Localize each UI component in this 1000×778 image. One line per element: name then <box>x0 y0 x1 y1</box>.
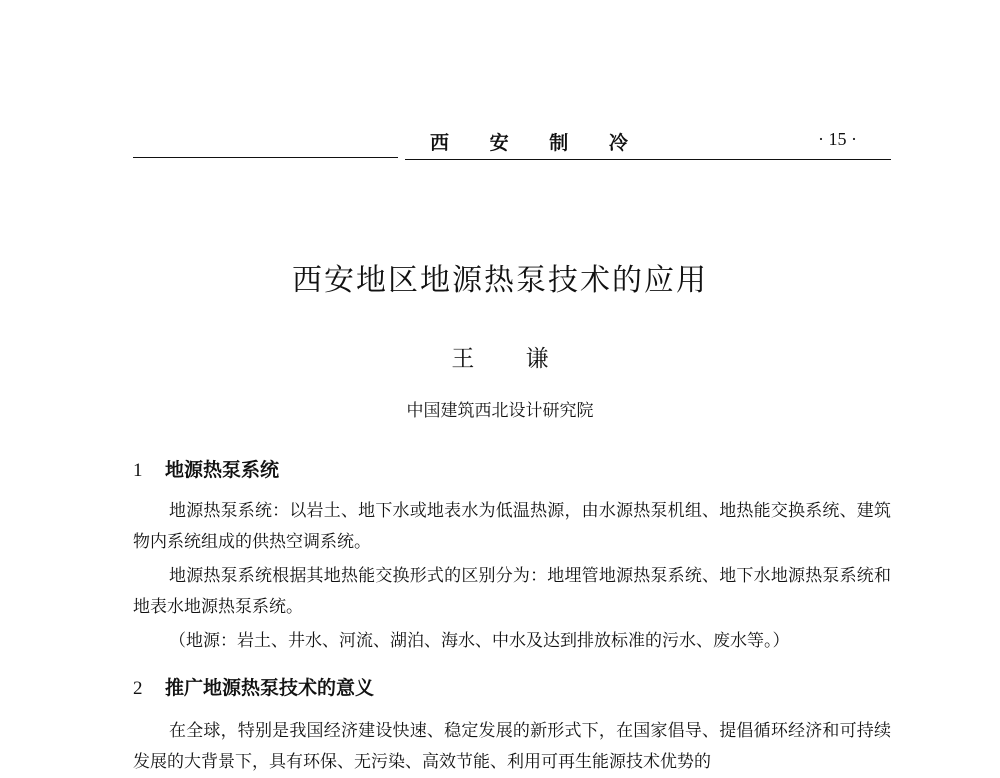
section-title: 推广地源热泵技术的意义 <box>165 677 375 699</box>
paragraph: 在全球，特别是我国经济建设快速、稳定发展的新形式下，在国家倡导、提倡循环经济和可持续发展的大背景下，具有环保、无污染、高效节能、利用可再生能源技术优势的 <box>133 721 891 772</box>
section-number: 2 <box>133 678 143 699</box>
section-heading <box>133 673 374 700</box>
journal-name: 西 安 制 冷 <box>430 132 645 154</box>
section-number: 1 <box>133 460 143 481</box>
page-number: · 15 · <box>818 129 857 149</box>
author-affiliation: 中国建筑西北设计研究院 <box>406 401 594 421</box>
paragraph: 地源热泵系统：以岩土、地下水或地表水为低温热源，由水源热泵机组、地热能交换系统、建筑物内系统组成的供热空调系统。 <box>133 501 891 552</box>
header-rule-left <box>133 157 398 158</box>
article-title: 西安地区地源热泵技术的应用 <box>292 263 708 298</box>
header-rule-full <box>405 159 891 160</box>
author-name: 王 谦 <box>451 346 571 372</box>
paragraph: （地源：岩土、井水、河流、湖泊、海水、中水及达到排放标准的污水、废水等。） <box>169 631 790 651</box>
section-heading <box>133 455 279 482</box>
paragraph: 地源热泵系统根据其地热能交换形式的区别分为：地埋管地源热泵系统、地下水地源热泵系统和地表水地源热泵系统。 <box>133 566 891 617</box>
section-title: 地源热泵系统 <box>165 459 280 481</box>
